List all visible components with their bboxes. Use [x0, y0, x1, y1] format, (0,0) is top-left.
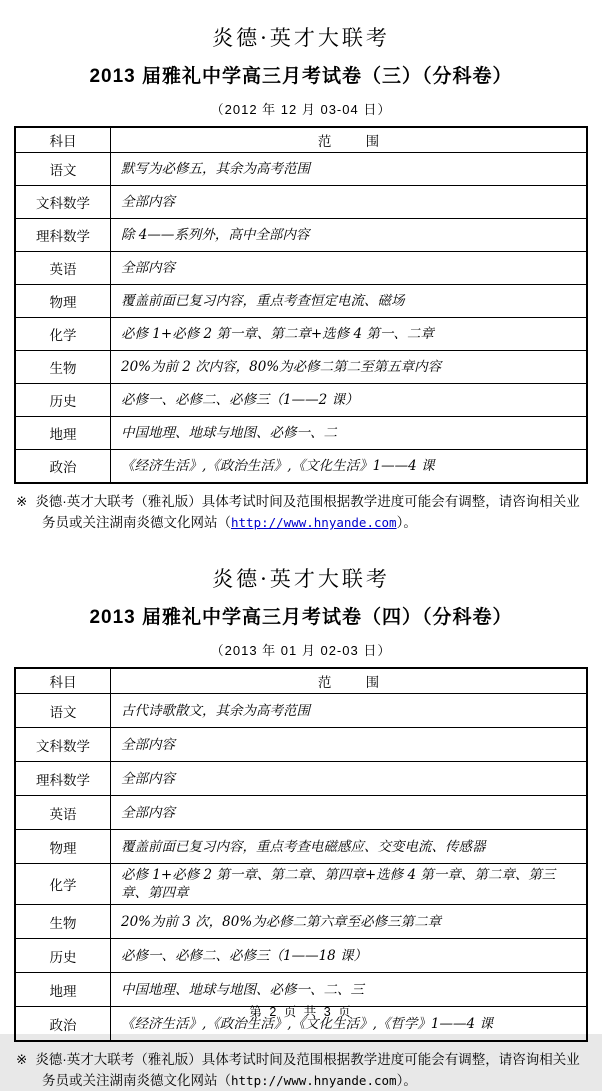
subject-cell: 生物: [15, 905, 111, 939]
subject-cell: 历史: [15, 384, 111, 417]
exam-title: 2013 届雅礼中学高三月考试卷（四）（分科卷）: [89, 607, 513, 628]
subject-cell: 地理: [15, 973, 111, 1007]
range-cell: 20%为前 2 次内容，80%为必修二第二至第五章内容: [111, 351, 588, 384]
table-row: [15, 939, 587, 973]
table-row: [15, 219, 587, 252]
table-row: [15, 384, 587, 417]
exam-title: 2013 届雅礼中学高三月考试卷（三）（分科卷）: [89, 66, 513, 87]
brand-title: 炎德·英才大联考: [212, 26, 390, 50]
subject-cell: 物理: [15, 285, 111, 318]
range-cell: 《经济生活》,《政治生活》,《文化生活》,《哲学》1——4 课: [111, 1007, 588, 1042]
table-row: [15, 905, 587, 939]
reference-mark: ※: [16, 1052, 28, 1067]
range-cell: 全部内容: [111, 728, 588, 762]
subject-cell: 理科数学: [15, 219, 111, 252]
range-cell: 中国地理、地球与地图、必修一、二: [111, 417, 588, 450]
range-cell: 除 4——系列外，高中全部内容: [111, 219, 588, 252]
table-row: [15, 417, 587, 450]
subject-column-header: 科目: [15, 668, 111, 694]
note-text-before-url: 炎德·英才大联考（雅礼版）具体考试时间及范围根据教学进度可能会有调整，请咨询相关业务员或关注湖南炎德文化网站（: [35, 1052, 580, 1088]
table-row: [15, 694, 587, 728]
range-cell: 全部内容: [111, 762, 588, 796]
subject-cell: 政治: [15, 1007, 111, 1042]
range-cell: 全部内容: [111, 252, 588, 285]
reference-mark: ※: [16, 494, 28, 509]
range-cell: 必修 1+必修 2 第一章、第二章、第四章+选修 4 第一章、第二章、第三章、第四章: [111, 864, 588, 905]
adjustment-note: [16, 491, 588, 533]
table-row: [15, 830, 587, 864]
table-header-row: [15, 127, 587, 153]
subject-column-header: 科目: [15, 127, 111, 153]
note-text-before-url: 炎德·英才大联考（雅礼版）具体考试时间及范围根据教学进度可能会有调整，请咨询相关业务员或关注湖南炎德文化网站（: [35, 494, 580, 530]
subject-cell: 化学: [15, 864, 111, 905]
subject-cell: 英语: [15, 252, 111, 285]
table-row: [15, 186, 587, 219]
table-row: [15, 796, 587, 830]
range-cell: 全部内容: [111, 796, 588, 830]
range-cell: 必修一、必修二、必修三（1——18 课）: [111, 939, 588, 973]
subject-cell: 生物: [15, 351, 111, 384]
subject-cell: 政治: [15, 450, 111, 484]
range-cell: 默写为必修五，其余为高考范围: [111, 153, 588, 186]
subjects-table: [14, 667, 588, 1042]
subject-cell: 语文: [15, 153, 111, 186]
table-row: [15, 864, 587, 905]
exam-section-3: [0, 0, 602, 533]
subject-cell: 文科数学: [15, 728, 111, 762]
exam-date: （2013 年 01 月 02-03 日）: [210, 643, 392, 658]
table-row: [15, 252, 587, 285]
range-cell: 古代诗歌散文，其余为高考范围: [111, 694, 588, 728]
range-cell: 覆盖前面已复习内容，重点考查恒定电流、磁场: [111, 285, 588, 318]
range-cell: 必修 1+必修 2 第一章、第二章+选修 4 第一、二章: [111, 318, 588, 351]
range-cell: 必修一、必修二、必修三（1——2 课）: [111, 384, 588, 417]
table-row: [15, 285, 587, 318]
exam-date: （2012 年 12 月 03-04 日）: [210, 102, 392, 117]
range-cell: 《经济生活》,《政治生活》,《文化生活》1——4 课: [111, 450, 588, 484]
subject-cell: 文科数学: [15, 186, 111, 219]
subject-cell: 物理: [15, 830, 111, 864]
subject-cell: 英语: [15, 796, 111, 830]
table-row: [15, 762, 587, 796]
table-header-row: [15, 668, 587, 694]
range-cell: 全部内容: [111, 186, 588, 219]
range-cell: 中国地理、地球与地图、必修一、二、三: [111, 973, 588, 1007]
website-link[interactable]: http://www.hnyande.com: [231, 515, 397, 530]
website-url-text: http://www.hnyande.com: [231, 1073, 397, 1088]
subject-cell: 语文: [15, 694, 111, 728]
subject-cell: 历史: [15, 939, 111, 973]
note-text-after-url: ）。: [396, 515, 417, 530]
subject-cell: 理科数学: [15, 762, 111, 796]
range-column-header: 范 围: [111, 127, 588, 153]
range-cell: 覆盖前面已复习内容，重点考查电磁感应、交变电流、传感器: [111, 830, 588, 864]
table-row: [15, 450, 587, 484]
table-row: [15, 318, 587, 351]
brand-title: 炎德·英才大联考: [212, 567, 390, 591]
range-column-header: 范 围: [111, 668, 588, 694]
page-number-footer: 第 2 页 共 3 页: [249, 1005, 353, 1019]
table-row: [15, 728, 587, 762]
subject-cell: 地理: [15, 417, 111, 450]
subjects-table: [14, 126, 588, 484]
table-row: [15, 153, 587, 186]
adjustment-note: [16, 1049, 588, 1091]
note-text-after-url: ）。: [396, 1073, 417, 1088]
range-cell: 20%为前 3 次，80%为必修二第六章至必修三第二章: [111, 905, 588, 939]
subject-cell: 化学: [15, 318, 111, 351]
table-row: [15, 351, 587, 384]
